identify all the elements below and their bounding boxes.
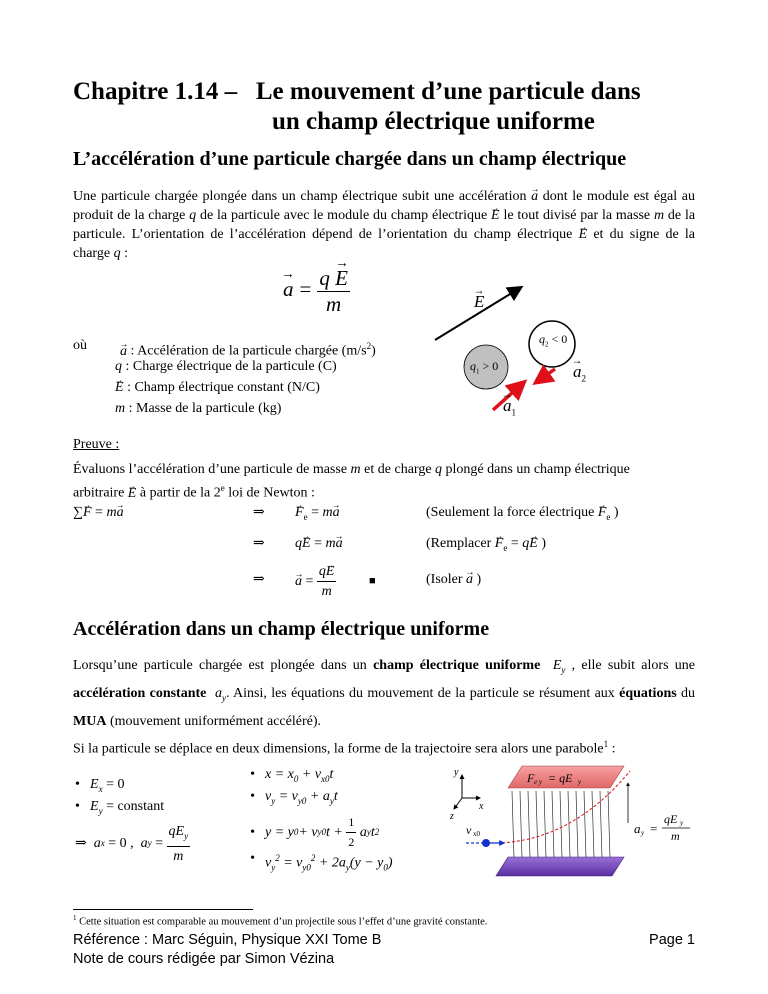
proof-label: Preuve : <box>73 437 120 452</box>
section2-paragraph2: Si la particule se déplace en deux dimensions, la forme de la trajectoire sera alors une parabole$^1$ : <box>73 739 616 757</box>
chapter-title-line2: un champ électrique uniforme <box>272 108 595 135</box>
svg-text:y: y <box>454 767 459 778</box>
chapter-title <box>73 77 641 137</box>
section1-heading: L’accélération d’une particule chargée dans un champ électrique <box>73 148 627 170</box>
section1-intro: Une particule chargée plongée dans un champ électrique subit une accélération → a dont le module est égal au produit de la charge q de la particule avec le module du champ électrique → E le tout divisé par la masse m de la particule. L’orientation de l’accélération dépend de l’orientation du champ électrique → E et du signe de la charge q : <box>73 187 695 263</box>
footer-note: Note de cours rédigée par Simon Vézina <box>73 951 335 967</box>
svg-text:v: v <box>466 823 472 837</box>
svg-text:m: m <box>671 829 680 843</box>
svg-text:y: y <box>680 819 684 827</box>
svg-text:z: z <box>450 811 454 822</box>
svg-text:x: x <box>479 801 484 812</box>
footer-reference: Référence : Marc Séguin, Physique XXI Tome B <box>73 932 382 948</box>
section2-heading: Accélération dans un champ électrique uniforme <box>73 618 490 640</box>
footnote: $^1$ Cette situation est comparable au mouvement d’un projectile sous l’effet d’une gravité constante. <box>73 914 488 928</box>
footnote-rule <box>73 909 253 910</box>
conditions: • $E_x = 0$ • $E_y$ = constant <box>90 775 240 819</box>
chapter-title-line1: Chapitre 1.14 – Le mouvement d’une particule dans <box>73 78 641 105</box>
proof-step-3: ⇒ → a = $\frac{q\to E}{m}$ ■ (Isoler → a ) <box>73 562 633 602</box>
figure-label-a2: → $a_2$ <box>573 362 586 383</box>
svg-text:a: a <box>634 821 641 836</box>
svg-text:y: y <box>578 778 582 786</box>
acceleration-components: ⇒ a x = 0 , a y = $\frac{qE_y}{m}$ <box>75 824 189 864</box>
svg-text:=: = <box>650 821 658 836</box>
acceleration-formula: → a = $\frac{q \to E}{m}$ <box>283 262 350 317</box>
proof-step-2: ⇒ q→ E = m→ a (Remplacer → $F_e = q\to E$ ) <box>73 534 633 556</box>
acceleration-arrow-2 <box>538 369 555 381</box>
figure-label-a1: → $a_1$ <box>503 396 516 417</box>
mua-equations: • $x = x_0 + v_{x0}t$ • $v_y = v_{y0} + a_yt$ • y = y 0 + v y0 t + $\frac{1}{2}$ a y t 2 • $v_y^2 = v_{y0}^2 + 2a_y(y - y_0)$ <box>265 765 455 871</box>
proof-step-1: ∑→ F = m→ a ⇒ → $F_e = m\to a$ (Seulement la force électrique → $F_e$ ) <box>73 503 633 525</box>
svg-text:x0: x0 <box>473 830 480 838</box>
figure-label-E: → E <box>474 292 484 312</box>
svg-text:qE: qE <box>664 812 678 826</box>
svg-text:F: F <box>527 771 535 785</box>
figure-label-q2: $q_2 < 0$ <box>539 332 568 349</box>
proof-text: Évaluons l’accélération d’une particule de masse m et de charge q plongé dans un champ électrique arbitraire → E à partir de la 2e loi de Newton : <box>73 460 695 503</box>
svg-text:= qE: = qE <box>548 771 573 785</box>
svg-text:e y: e y <box>534 778 542 786</box>
section2-paragraph1: Lorsqu’une particule chargée est plongée dans un champ électrique uniforme $E_y$ , elle subit alors une accélération constante $a_y$. Ainsi, les équations du mouvement de la particule se résument aux équations du MUA (mouvement uniformément accéléré). <box>73 658 695 729</box>
page-number: Page 1 <box>649 932 695 948</box>
definitions: où → a : Accélération de la particule chargée $(m/s^2)$ q : Charge électrique de la particule (C) → E : Champ électrique constant (N/C) m : Masse de la particule (kg) <box>73 336 433 420</box>
capacitor-figure <box>452 763 702 883</box>
figure-label-q1: $q_1 > 0$ <box>470 359 499 376</box>
svg-text:y: y <box>641 829 645 837</box>
